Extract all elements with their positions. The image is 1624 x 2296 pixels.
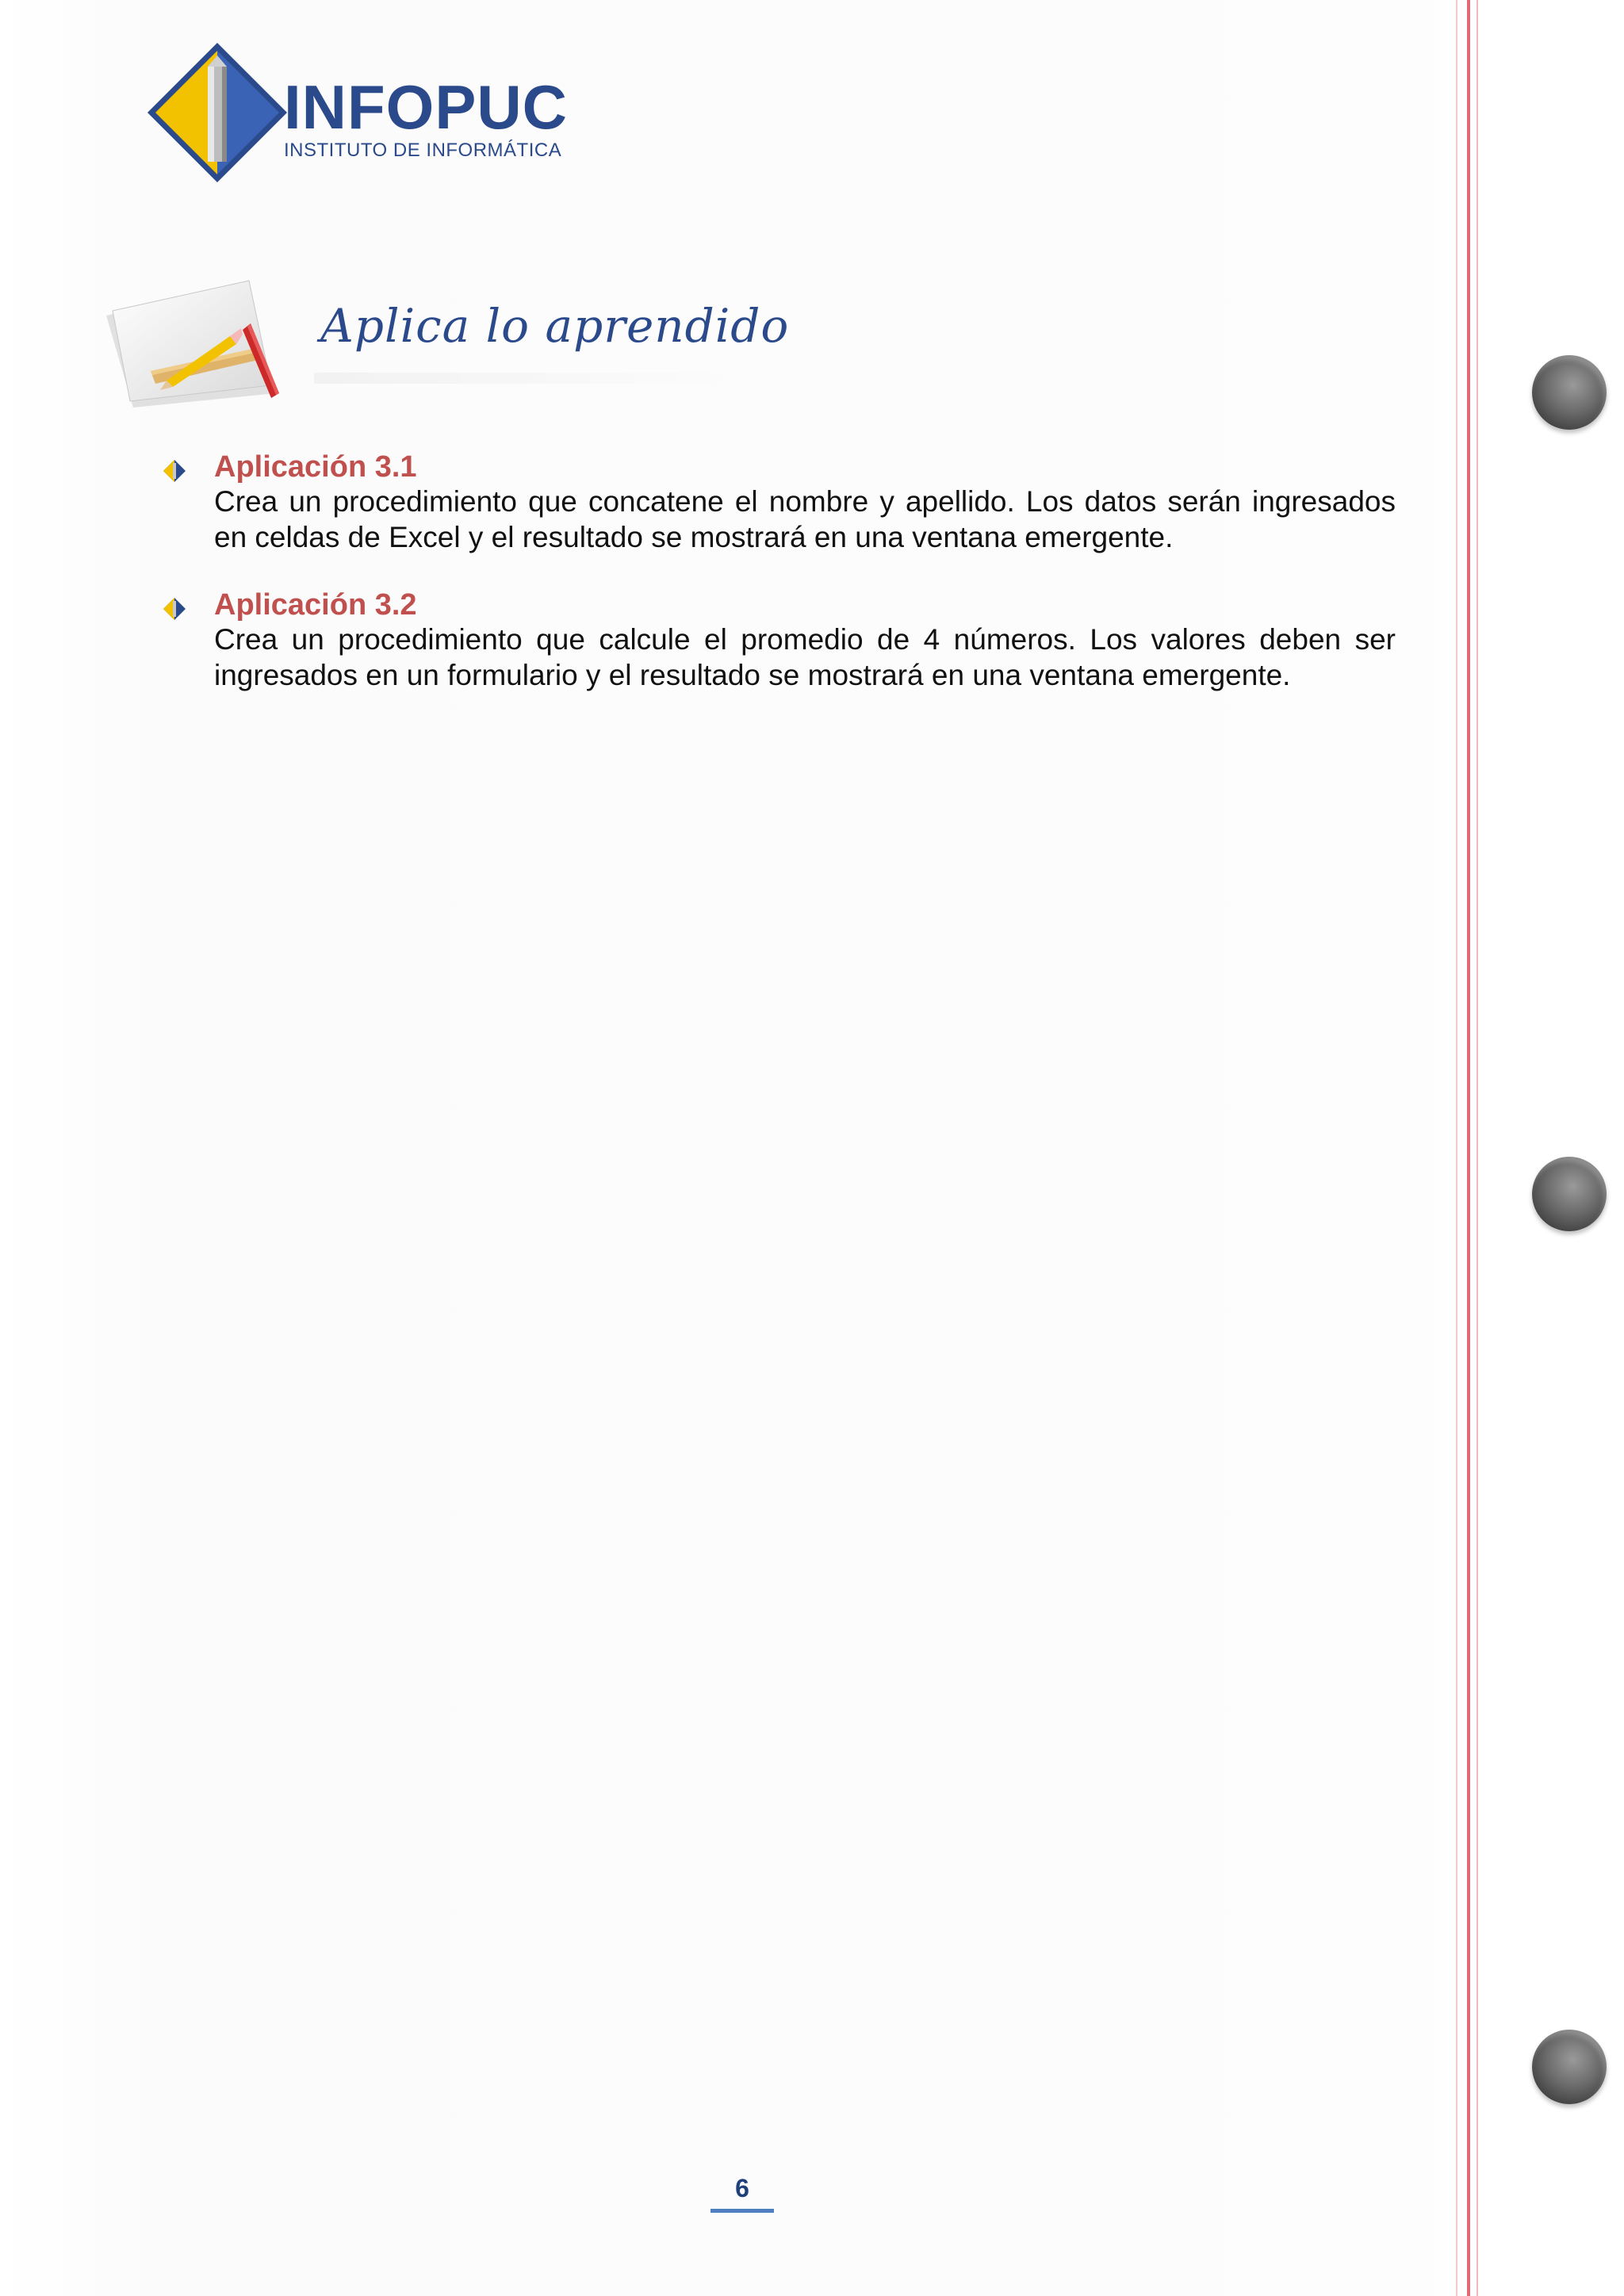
drafting-tools-icon <box>102 274 300 409</box>
item-text: Crea un procedimiento que concatene el nombre y apellido. Los datos serán ingresados en celdas de Excel y el resultado se mostrará en una ventana emergente. <box>214 485 1396 553</box>
page-number-underline <box>710 2209 774 2213</box>
section-title-underline <box>314 373 742 384</box>
binder-hole <box>1532 355 1607 430</box>
item-text: Crea un procedimiento que calcule el promedio de 4 números. Los valores deben ser ingresados en un formulario y el resultado se mostrará en una ventana emergente. <box>214 623 1396 691</box>
infopuc-logo-icon <box>147 43 287 182</box>
margin-line <box>1467 0 1470 2296</box>
margin-line <box>1477 0 1478 2296</box>
diamond-bullet-icon <box>163 598 186 620</box>
page-number: 6 <box>735 2174 749 2202</box>
infopuc-logo <box>147 43 576 182</box>
item-title: Aplicación 3.2 <box>214 588 417 622</box>
diamond-bullet-icon <box>163 460 186 482</box>
binder-hole <box>1532 1157 1607 1231</box>
item-title: Aplicación 3.1 <box>214 450 417 484</box>
margin-line <box>1456 0 1457 2296</box>
binder-hole <box>1532 2030 1607 2104</box>
logo-title: INFOPUC <box>284 72 568 142</box>
logo-subtitle: INSTITUTO DE INFORMÁTICA <box>284 140 562 161</box>
section-title: Aplica lo aprendido <box>320 299 790 353</box>
